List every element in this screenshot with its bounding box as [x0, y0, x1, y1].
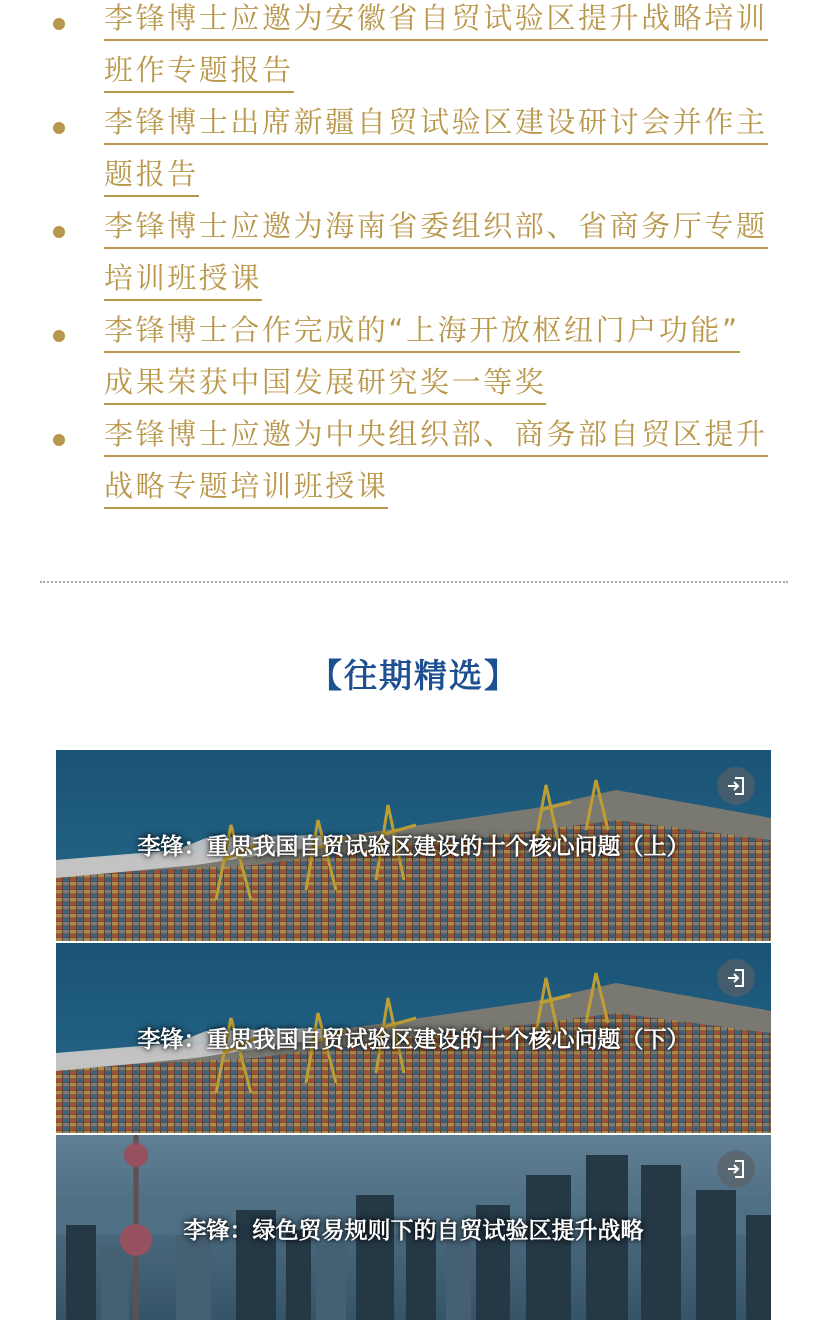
- link-line: 李锋博士应邀为安徽省自贸试验区提升战略培训: [104, 1, 768, 41]
- bullet-dot: [53, 18, 65, 30]
- bullet-dot: [53, 330, 65, 342]
- link-line: 成果荣获中国发展研究奖一等奖: [104, 365, 546, 405]
- news-link-central[interactable]: [104, 408, 776, 512]
- open-article-button[interactable]: [717, 767, 755, 805]
- list-item: [0, 0, 828, 96]
- past-selection-heading: 【往期精选】: [309, 656, 519, 695]
- news-link-anhui[interactable]: [104, 0, 776, 96]
- article-card-3[interactable]: [56, 1135, 771, 1320]
- list-item: [0, 408, 828, 512]
- link-line: 李锋博士合作完成的“上海开放枢纽门户功能”: [104, 313, 740, 353]
- article-card-title: 李锋：重思我国自贸试验区建设的十个核心问题（上）: [137, 834, 690, 860]
- link-line: 题报告: [104, 157, 199, 197]
- article-card-1[interactable]: [56, 750, 771, 941]
- open-article-button[interactable]: [717, 959, 755, 997]
- link-line: 战略专题培训班授课: [104, 469, 388, 509]
- related-news-list: [0, 0, 828, 512]
- open-article-button[interactable]: [717, 1150, 755, 1188]
- article-card-title: 李锋：重思我国自贸试验区建设的十个核心问题（下）: [137, 1027, 690, 1053]
- link-line: 李锋博士应邀为海南省委组织部、省商务厅专题: [104, 209, 768, 249]
- link-line: 李锋博士应邀为中央组织部、商务部自贸区提升: [104, 417, 768, 457]
- list-item: [0, 96, 828, 200]
- link-line: 李锋博士出席新疆自贸试验区建设研讨会并作主: [104, 105, 768, 145]
- bullet-dot: [53, 434, 65, 446]
- dotted-divider: [40, 581, 788, 583]
- enter-icon: [726, 1159, 746, 1179]
- news-link-xinjiang[interactable]: [104, 96, 776, 200]
- enter-icon: [726, 776, 746, 796]
- article-card-title: 李锋：绿色贸易规则下的自贸试验区提升战略: [183, 1218, 644, 1244]
- news-link-hainan[interactable]: [104, 200, 776, 304]
- enter-icon: [726, 968, 746, 988]
- bullet-dot: [53, 122, 65, 134]
- article-card-2[interactable]: [56, 943, 771, 1133]
- list-item: [0, 200, 828, 304]
- link-line: 培训班授课: [104, 261, 262, 301]
- link-line: 班作专题报告: [104, 53, 294, 93]
- list-item: [0, 304, 828, 408]
- news-link-shanghai-award[interactable]: [104, 304, 776, 408]
- bullet-dot: [53, 226, 65, 238]
